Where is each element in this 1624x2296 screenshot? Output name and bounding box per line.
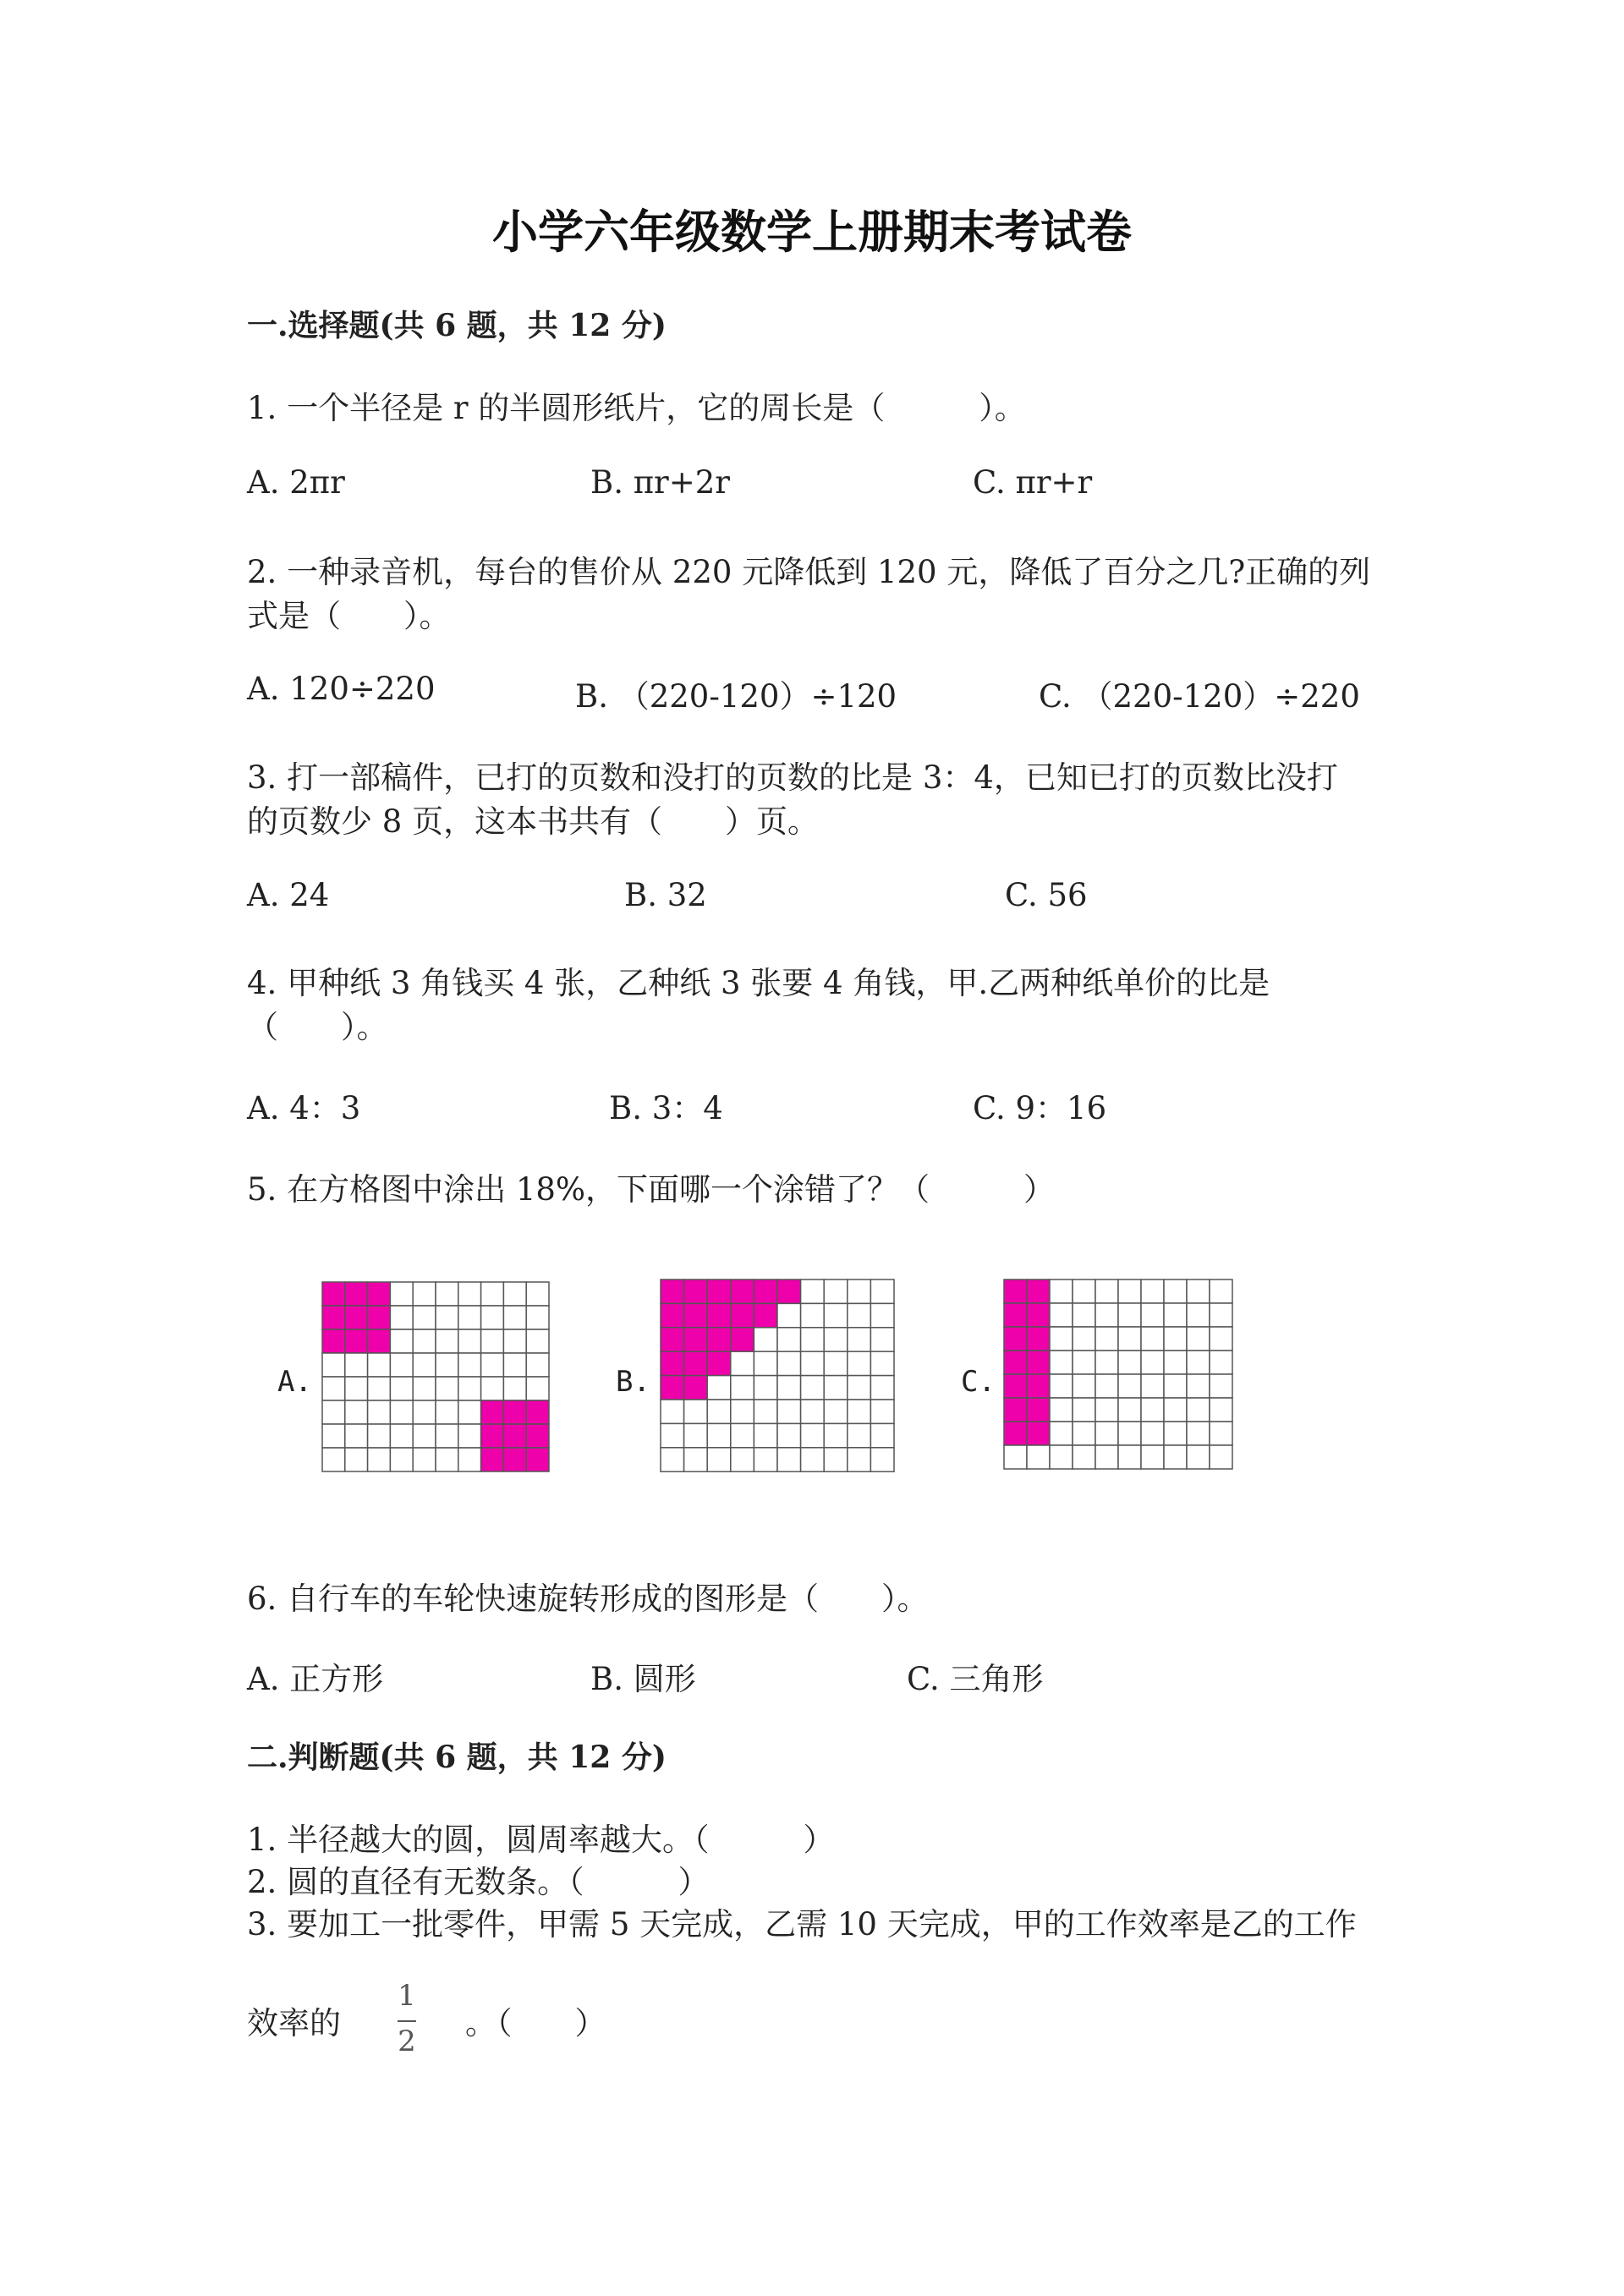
grid-cell [481,1424,504,1448]
grid-cell [754,1351,777,1375]
grid-cell [870,1280,894,1303]
q6-option-b: B. 圆形 [590,1661,696,1697]
grid-cell [1141,1351,1164,1374]
grid-cell [707,1376,731,1400]
question-4-line1: 4. 甲种纸 3 角钱买 4 张，乙种纸 3 张要 4 角钱，甲.乙两种纸单价的比是 [247,965,1270,1001]
grid-cell [503,1400,526,1424]
grid-cell [848,1351,871,1375]
grid-cell [848,1400,871,1423]
grid-cell [1050,1280,1073,1303]
grid-cell [731,1448,754,1471]
grid-cell [1073,1398,1095,1422]
grid-cell [1095,1327,1118,1351]
grid-cell [684,1280,708,1303]
grid-cell [436,1377,458,1400]
grid-cell [848,1303,871,1327]
grid-cell [1187,1327,1210,1351]
grid-cell [1073,1374,1095,1398]
grid-cell [1118,1422,1141,1445]
grid-cell [458,1400,481,1424]
grid-cell [458,1306,481,1329]
grid-label-c: C. [961,1365,996,1399]
grid-cell [684,1303,708,1327]
grid-cell [390,1400,413,1424]
grid-cell [458,1377,481,1400]
grid-cell [413,1306,436,1329]
grid-cell [413,1424,436,1448]
grid-cell [503,1424,526,1448]
fraction-denominator: 2 [398,2025,416,2058]
grid-cell [390,1448,413,1471]
grid-cell [1073,1327,1095,1351]
grid-cell [345,1424,368,1448]
question-5: 5. 在方格图中涂出 18%，下面哪一个涂错了？（ ） [247,1171,1056,1208]
grid-cell [1118,1445,1141,1469]
grid-cell [1004,1398,1027,1422]
grid-cell [458,1353,481,1377]
grid-cell [1118,1374,1141,1398]
grid-cell [526,1424,549,1448]
grid-figure-b [660,1279,897,1473]
grid-cell [848,1328,871,1351]
question-2-line2: 式是（ ）。 [247,598,451,634]
grid-cell [1141,1445,1164,1469]
grid-cell [1027,1303,1050,1327]
grid-cell [1141,1422,1164,1445]
q3-option-c: C. 56 [1005,877,1088,913]
grid-cell [1027,1351,1050,1374]
grid-cell [413,1282,436,1306]
grid-cell [481,1282,504,1306]
grid-cell [1141,1280,1164,1303]
grid-cell [436,1400,458,1424]
question-6: 6. 自行车的车轮快速旋转形成的图形是（ ）。 [247,1581,929,1617]
grid-cell [390,1353,413,1377]
grid-cell [824,1448,848,1471]
grid-cell [390,1424,413,1448]
grid-cell [754,1280,777,1303]
grid-cell [503,1377,526,1400]
grid-cell [1004,1374,1027,1398]
grid-cell [1095,1422,1118,1445]
grid-cell [684,1376,708,1400]
grid-cell [1118,1398,1141,1422]
grid-cell [1050,1374,1073,1398]
grid-cell [707,1328,731,1351]
grid-cell [1050,1327,1073,1351]
grid-cell [848,1376,871,1400]
grid-cell [458,1448,481,1471]
grid-cell [1164,1351,1187,1374]
grid-cell [1187,1280,1210,1303]
q6-option-c: C. 三角形 [907,1661,1044,1697]
grid-cell [503,1329,526,1353]
grid-cell [870,1400,894,1423]
grid-cell [777,1280,801,1303]
question-3-line2: 的页数少 8 页，这本书共有（ ）页。 [247,803,820,840]
grid-cell [368,1306,391,1329]
grid-cell [322,1377,345,1400]
grid-cell [413,1377,436,1400]
q3-option-a: A. 24 [247,877,330,913]
grid-cell [345,1448,368,1471]
grid-cell [368,1282,391,1306]
grid-cell [707,1423,731,1447]
grid-cell [390,1306,413,1329]
grid-cell [458,1282,481,1306]
grid-cell [684,1351,708,1375]
grid-cell [345,1377,368,1400]
section-heading-choice: 一.选择题(共 6 题，共 12 分) [247,308,667,343]
fraction-numerator: 1 [398,1979,416,2013]
grid-cell [458,1329,481,1353]
grid-cell [1004,1422,1027,1445]
grid-cell [1027,1398,1050,1422]
grid-cell [848,1448,871,1471]
grid-figure-a [321,1281,550,1472]
grid-cell [481,1400,504,1424]
grid-cell [1004,1280,1027,1303]
grid-cell [801,1400,825,1423]
judgement-3-line1: 3. 要加工一批零件，甲需 5 天完成，乙需 10 天完成，甲的工作效率是乙的工作 [247,1906,1357,1943]
grid-cell [526,1353,549,1377]
q1-option-c: C. πr+r [973,464,1093,501]
grid-cell [1027,1422,1050,1445]
grid-cell [368,1424,391,1448]
grid-cell [731,1400,754,1423]
grid-cell [1095,1398,1118,1422]
grid-cell [413,1329,436,1353]
grid-cell [503,1448,526,1471]
grid-cell [1118,1280,1141,1303]
grid-cell [345,1282,368,1306]
question-1: 1. 一个半径是 r 的半圆形纸片，它的周长是（ ）。 [247,390,1026,426]
grid-cell [345,1329,368,1353]
grid-cell [777,1303,801,1327]
grid-cell [824,1303,848,1327]
grid-cell [1187,1303,1210,1327]
grid-cell [1073,1303,1095,1327]
grid-cell [777,1351,801,1375]
grid-cell [1210,1351,1232,1374]
grid-cell [1118,1351,1141,1374]
grid-cell [801,1303,825,1327]
grid-cell [1141,1398,1164,1422]
grid-cell [661,1423,684,1447]
grid-cell [754,1400,777,1423]
grid-cell [824,1351,848,1375]
grid-cell [684,1400,708,1423]
grid-cell [731,1351,754,1375]
grid-cell [503,1306,526,1329]
grid-cell [526,1400,549,1424]
grid-cell [1164,1303,1187,1327]
grid-cell [322,1353,345,1377]
grid-cell [1004,1303,1027,1327]
grid-cell [481,1306,504,1329]
grid-cell [1141,1327,1164,1351]
grid-cell [731,1423,754,1447]
grid-cell [801,1423,825,1447]
grid-cell [413,1353,436,1377]
grid-cell [731,1376,754,1400]
grid-cell [390,1377,413,1400]
grid-cell [661,1400,684,1423]
grid-cell [801,1280,825,1303]
q2-option-a: A. 120÷220 [247,671,436,707]
grid-cell [707,1303,731,1327]
q3-option-b: B. 32 [624,877,707,913]
grid-cell [1027,1280,1050,1303]
grid-cell [1210,1280,1232,1303]
grid-cell [368,1377,391,1400]
grid-cell [322,1448,345,1471]
grid-cell [870,1376,894,1400]
judgement-2: 2. 圆的直径有无数条。（ ） [247,1864,710,1900]
q4-option-b: B. 3：4 [609,1090,723,1126]
grid-cell [1027,1327,1050,1351]
grid-cell [754,1423,777,1447]
grid-cell [684,1423,708,1447]
grid-cell [661,1328,684,1351]
grid-cell [436,1353,458,1377]
q1-option-a: A. 2πr [247,464,345,501]
q4-option-a: A. 4：3 [247,1090,361,1126]
question-3-line1: 3. 打一部稿件，已打的页数和没打的页数的比是 3：4，已知已打的页数比没打 [247,759,1338,796]
grid-cell [322,1329,345,1353]
grid-cell [754,1303,777,1327]
grid-cell [801,1448,825,1471]
grid-cell [503,1353,526,1377]
grid-cell [707,1280,731,1303]
grid-cell [707,1400,731,1423]
grid-cell [801,1328,825,1351]
grid-cell [1141,1303,1164,1327]
grid-cell [1210,1327,1232,1351]
grid-cell [322,1400,345,1424]
grid-cell [345,1353,368,1377]
grid-cell [824,1328,848,1351]
grid-cell [848,1423,871,1447]
grid-cell [1073,1280,1095,1303]
grid-cell [1210,1445,1232,1469]
grid-cell [1210,1303,1232,1327]
grid-cell [526,1306,549,1329]
grid-cell [1050,1351,1073,1374]
grid-cell [1187,1422,1210,1445]
grid-cell [848,1280,871,1303]
section-heading-judgement: 二.判断题(共 6 题，共 12 分) [247,1740,667,1775]
grid-cell [458,1424,481,1448]
question-4-line2: （ ）。 [247,1009,388,1045]
grid-cell [526,1282,549,1306]
grid-cell [390,1282,413,1306]
grid-cell [1164,1422,1187,1445]
grid-cell [345,1400,368,1424]
grid-cell [801,1351,825,1375]
grid-cell [1164,1327,1187,1351]
grid-cell [1027,1374,1050,1398]
grid-cell [777,1376,801,1400]
judgement-3-suffix: 。（ ） [465,2005,606,2041]
grid-cell [1073,1422,1095,1445]
judgement-1: 1. 半径越大的圆，圆周率越大。（ ） [247,1822,835,1858]
grid-cell [661,1280,684,1303]
grid-figure-c [1003,1279,1233,1471]
grid-cell [413,1400,436,1424]
grid-cell [661,1351,684,1375]
q2-option-b: B. （220-120）÷120 [575,678,897,715]
fraction-bar [398,2020,416,2022]
question-2-line1: 2. 一种录音机，每台的售价从 220 元降低到 120 元，降低了百分之几?正确的列 [247,554,1371,590]
grid-cell [1210,1422,1232,1445]
q1-option-b: B. πr+2r [590,464,730,501]
grid-cell [1187,1351,1210,1374]
grid-cell [1118,1327,1141,1351]
grid-cell [1095,1374,1118,1398]
grid-cell [661,1376,684,1400]
grid-cell [481,1448,504,1471]
grid-cell [1187,1374,1210,1398]
grid-cell [368,1329,391,1353]
page-title: 小学六年级数学上册期末考试卷 [492,205,1132,259]
grid-cell [1118,1303,1141,1327]
grid-cell [1095,1445,1118,1469]
q2-option-c: C. （220-120）÷220 [1039,678,1360,715]
grid-label-b: B. [616,1365,650,1399]
grid-cell [1164,1280,1187,1303]
grid-cell [413,1448,436,1471]
grid-cell [684,1328,708,1351]
grid-cell [870,1351,894,1375]
grid-cell [1164,1445,1187,1469]
grid-cell [1050,1422,1073,1445]
grid-cell [1210,1374,1232,1398]
grid-cell [1027,1445,1050,1469]
grid-cell [801,1376,825,1400]
grid-cell [1050,1445,1073,1469]
grid-cell [322,1282,345,1306]
grid-cell [1187,1445,1210,1469]
grid-cell [707,1351,731,1375]
grid-cell [731,1280,754,1303]
grid-cell [824,1376,848,1400]
grid-cell [1004,1351,1027,1374]
grid-cell [661,1448,684,1471]
grid-cell [1095,1351,1118,1374]
grid-cell [1004,1445,1027,1469]
grid-cell [1050,1303,1073,1327]
grid-cell [777,1423,801,1447]
grid-cell [870,1423,894,1447]
grid-cell [777,1328,801,1351]
grid-cell [777,1448,801,1471]
grid-cell [436,1329,458,1353]
grid-cell [481,1353,504,1377]
grid-cell [436,1282,458,1306]
grid-cell [526,1448,549,1471]
grid-cell [503,1282,526,1306]
grid-cell [526,1329,549,1353]
grid-cell [707,1448,731,1471]
grid-cell [824,1280,848,1303]
grid-cell [481,1329,504,1353]
grid-cell [1210,1398,1232,1422]
grid-cell [754,1328,777,1351]
grid-cell [731,1303,754,1327]
grid-cell [1004,1327,1027,1351]
grid-cell [436,1448,458,1471]
judgement-3-prefix: 效率的 [247,2005,341,2041]
grid-cell [1073,1351,1095,1374]
grid-cell [481,1377,504,1400]
grid-cell [1095,1303,1118,1327]
grid-label-a: A. [277,1365,312,1399]
grid-cell [754,1376,777,1400]
grid-cell [824,1423,848,1447]
grid-cell [1187,1398,1210,1422]
grid-cell [368,1448,391,1471]
grid-cell [322,1424,345,1448]
grid-cell [1164,1374,1187,1398]
grid-cell [661,1303,684,1327]
grid-cell [754,1448,777,1471]
grid-cell [870,1303,894,1327]
grid-cell [870,1328,894,1351]
q6-option-a: A. 正方形 [247,1661,384,1697]
grid-cell [436,1424,458,1448]
grid-cell [1095,1280,1118,1303]
grid-cell [824,1400,848,1423]
grid-cell [526,1377,549,1400]
grid-cell [368,1400,391,1424]
grid-cell [870,1448,894,1471]
grid-cell [1141,1374,1164,1398]
grid-cell [1164,1398,1187,1422]
q4-option-c: C. 9：16 [973,1090,1107,1126]
grid-cell [368,1353,391,1377]
grid-cell [1073,1445,1095,1469]
grid-cell [777,1400,801,1423]
grid-cell [436,1306,458,1329]
grid-cell [1050,1398,1073,1422]
grid-cell [390,1329,413,1353]
grid-cell [684,1448,708,1471]
grid-cell [345,1306,368,1329]
grid-cell [731,1328,754,1351]
grid-cell [322,1306,345,1329]
